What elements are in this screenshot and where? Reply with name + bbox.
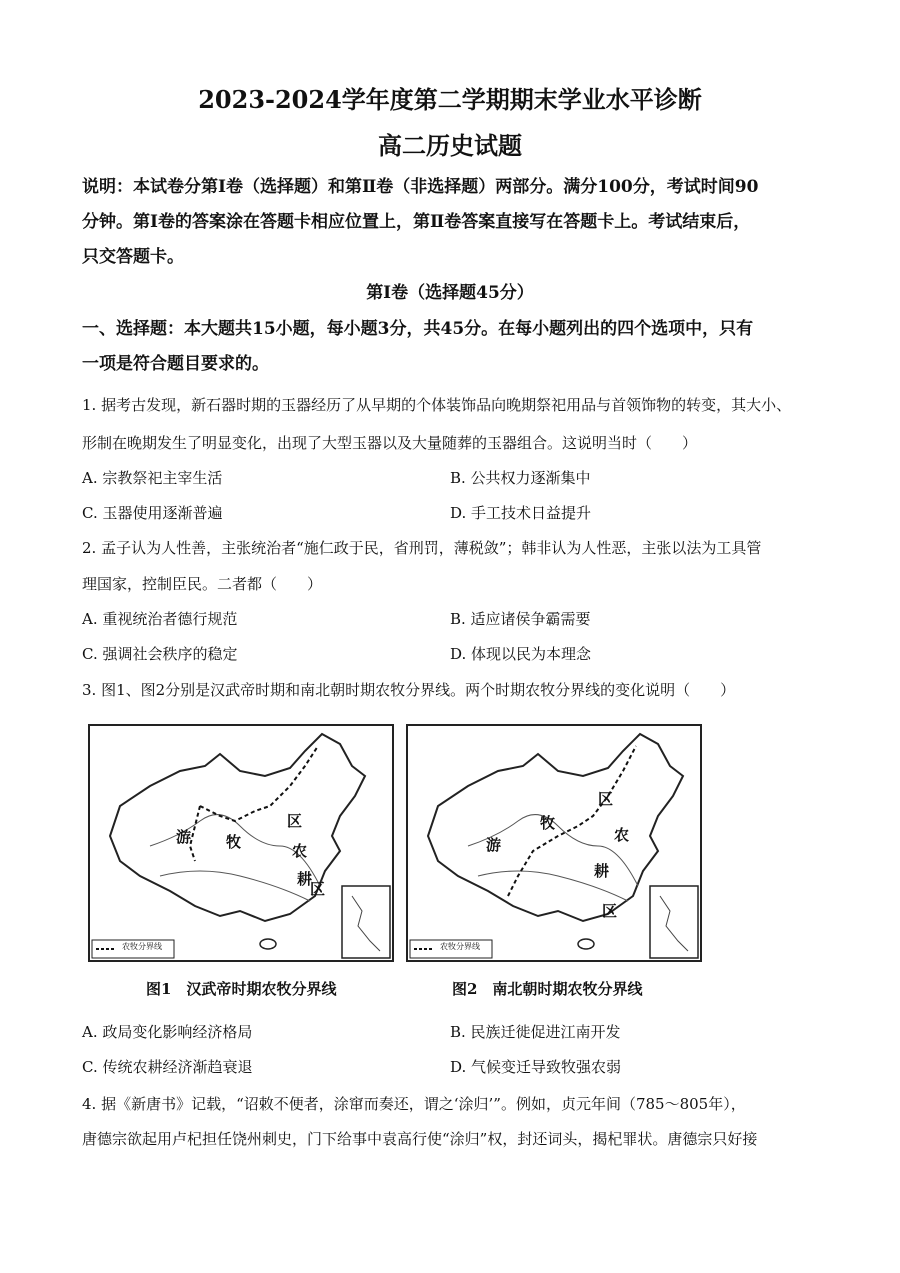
map-1-label-qu2: 区	[310, 880, 326, 898]
map-2-label-you: 游	[486, 836, 502, 854]
instructions-line-1: 说明：本试卷分第Ⅰ卷（选择题）和第Ⅱ卷（非选择题）两部分。满分100分，考试时间90	[82, 177, 759, 197]
map-1-label-geng: 耕	[297, 870, 313, 888]
china-map-2-graphic	[408, 726, 700, 960]
map-2-label-mu: 牧	[540, 814, 556, 832]
question-1-option-b: B. 公共权力逐渐集中	[450, 469, 591, 487]
question-2-option-d: D. 体现以民为本理念	[450, 645, 592, 663]
section-heading: 第Ⅰ卷（选择题45分）	[366, 283, 534, 303]
question-2-line-1: 2. 孟子认为人性善，主张统治者“施仁政于民，省刑罚，薄税敛”；韩非认为人性恶，主张以法为工具管	[82, 539, 762, 557]
question-4-line-2: 唐德宗欲起用卢杞担任饶州刺史，门下给事中袁高行使“涂归”权，封还词头，揭杞罪状。唐德宗只好接	[82, 1130, 758, 1148]
section-desc-line-2: 一项是符合题目要求的。	[82, 354, 269, 374]
exam-title: 2023-2024学年度第二学期期末学业水平诊断	[198, 85, 702, 114]
question-1-line-1: 1. 据考古发现，新石器时期的玉器经历了从早期的个体装饰品向晚期祭祀用品与首领饰物的转变，其大小、	[82, 396, 792, 414]
question-3-option-c: C. 传统农耕经济渐趋衰退	[82, 1058, 253, 1076]
question-1-option-d: D. 手工技术日益提升	[450, 504, 592, 522]
map-figure-2	[406, 724, 702, 962]
map-2-caption: 图2 南北朝时期农牧分界线	[452, 980, 643, 998]
map-2-label-geng: 耕	[594, 862, 610, 880]
question-4-line-1: 4. 据《新唐书》记载，“诏敕不便者，涂窜而奏还，谓之‘涂归’”。例如，贞元年间（785～805年），	[82, 1095, 746, 1113]
exam-subtitle: 高二历史试题	[378, 131, 522, 160]
section-desc-line-1: 一、选择题：本大题共15小题，每小题3分，共45分。在每小题列出的四个选项中，只有	[82, 319, 754, 339]
map-1-label-you: 游	[176, 828, 192, 846]
map-figure-1	[88, 724, 394, 962]
map-1-label-qu1: 区	[287, 812, 303, 830]
question-2-option-c: C. 强调社会秩序的稳定	[82, 645, 238, 663]
map-1-label-mu: 牧	[226, 833, 242, 851]
map-2-label-nong: 农	[614, 826, 630, 844]
question-3-option-d: D. 气候变迁导致牧强农弱	[450, 1058, 622, 1076]
map-2-label-qu2: 区	[602, 902, 618, 920]
map-1-caption: 图1 汉武帝时期农牧分界线	[146, 980, 337, 998]
question-3-line-1: 3. 图1、图2分别是汉武帝时期和南北朝时期农牧分界线。两个时期农牧分界线的变化说明（ ）	[82, 681, 736, 699]
question-3-option-a: A. 政局变化影响经济格局	[82, 1023, 253, 1041]
map-1-legend: 农牧分界线	[122, 942, 162, 951]
instructions-line-3: 只交答题卡。	[82, 247, 184, 267]
map-2-legend: 农牧分界线	[440, 942, 480, 951]
map-1-label-nong: 农	[292, 842, 308, 860]
question-1-line-2: 形制在晚期发生了明显变化，出现了大型玉器以及大量随葬的玉器组合。这说明当时（ ）	[82, 434, 698, 452]
question-1-option-a: A. 宗教祭祀主宰生活	[82, 469, 223, 487]
question-2-option-a: A. 重视统治者德行规范	[82, 610, 238, 628]
question-2-option-b: B. 适应诸侯争霸需要	[450, 610, 591, 628]
map-2-label-qu1: 区	[598, 790, 614, 808]
question-1-option-c: C. 玉器使用逐渐普遍	[82, 504, 223, 522]
instructions-line-2: 分钟。第Ⅰ卷的答案涂在答题卡相应位置上，第Ⅱ卷答案直接写在答题卡上。考试结束后，	[82, 212, 751, 232]
question-2-line-2: 理国家，控制臣民。二者都（ ）	[82, 575, 323, 593]
question-3-option-b: B. 民族迁徙促进江南开发	[450, 1023, 621, 1041]
